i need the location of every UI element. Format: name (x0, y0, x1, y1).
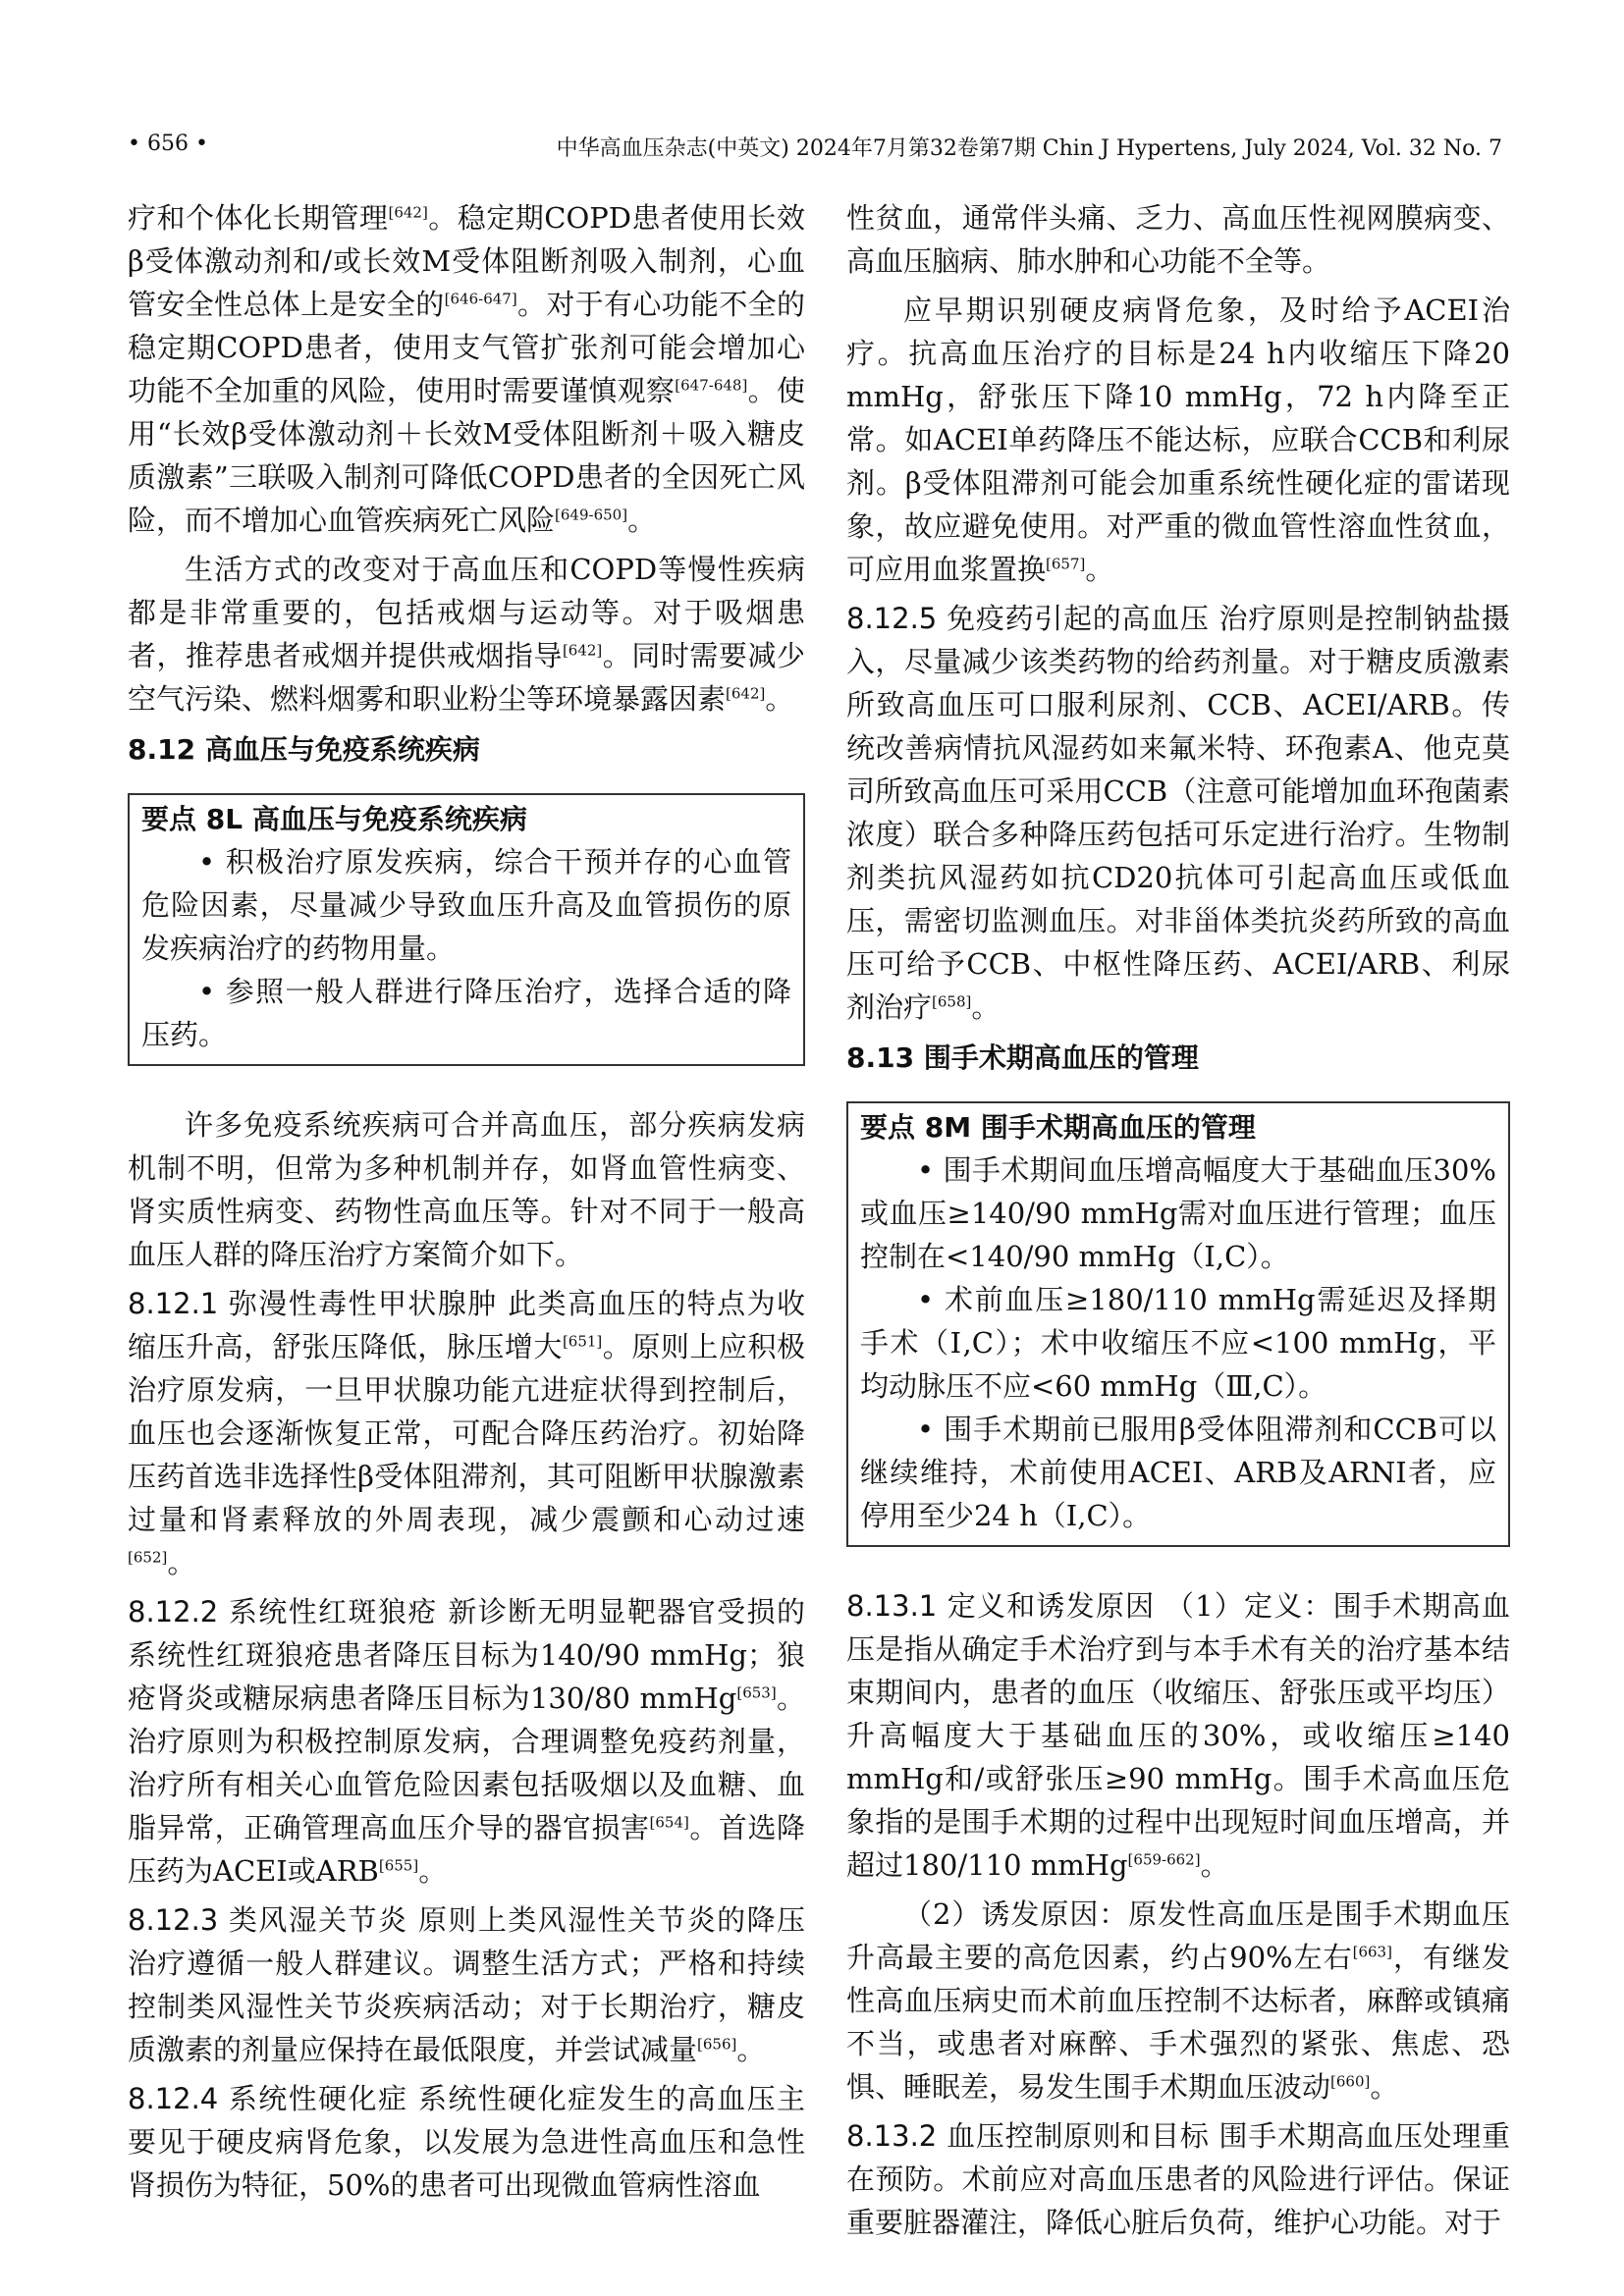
subsection-heading: 8.12.3 类风湿关节炎 (128, 1903, 408, 1937)
page-number: • 656 • (128, 132, 208, 156)
subsection-text: 原则上类风湿性关节炎的降压治疗遵循一般人群建议。调整生活方式；严格和持续控制类风湿性关节炎疾病活动；对于长期治疗，糖皮质激素的剂量应保持在最低限度，并尝试减量[656]。 (128, 1903, 805, 2066)
subsection-text: 系统性硬化症发生的高血压主要见于硬皮病肾危象，以发展为急进性高血压和急性肾损伤为特征，50%的患者可出现微血管病性溶血 (128, 2082, 805, 2202)
citation-ref: [655] (378, 1856, 419, 1875)
subsection-heading: 8.13.2 血压控制原则和目标 (846, 2119, 1210, 2153)
citation-ref: [657] (1046, 555, 1086, 573)
subsection-8-12-5 (846, 597, 1510, 1029)
subsection-text: 治疗原则是控制钠盐摄入，尽量减少该类药物的给药剂量。对于糖皮质激素所致高血压可口服利尿剂、CCB、ACEI/ARB。传统改善病情抗风湿药如来氟米特、环孢素A、他克莫司所致高血压可采用CCB（注意可能增加血环孢菌素浓度）联合多种降压药包括可乐定进行治疗。生物制剂类抗风湿药如抗CD20抗体可引起高血压或低血压，需密切监测血压。对非甾体类抗炎药所致的高血压可给予CCB、中枢性降压药、ACEI/ARB、利尿剂治疗[658]。 (846, 602, 1510, 1024)
subsection-text: （1）定义：围手术期高血压是指从确定手术治疗到与本手术有关的治疗基本结束期间内，患者的血压（收缩压、舒张压或平均压）升高幅度大于基础血压的30%，或收缩压≥140 mmHg和/或舒张压≥90 mmHg。围手术高血压危象指的是围手术期的过程中出现短时间血压增高，并超过180/110 mmHg[659-662]。 (846, 1589, 1510, 1882)
paragraph: 许多免疫系统疾病可合并高血压，部分疾病发病机制不明，但常为多种机制并存，如肾血管性病变、肾实质性病变、药物性高血压等。针对不同于一般高血压人群的降压治疗方案简介如下。 (128, 1108, 805, 1271)
paragraph: （2）诱发原因：原发性高血压是围手术期血压升高最主要的高危因素，约占90%左右[663]，有继发性高血压病史而术前血压控制不达标者，麻醉或镇痛不当，或患者对麻醉、手术强烈的紧张、焦虑、恐惧、睡眠差，易发生围手术期血压波动[660]。 (846, 1897, 1510, 2104)
citation-ref: [651] (562, 1332, 603, 1351)
subsection-8-12-4 (128, 2077, 805, 2207)
subsection-heading: 8.13.1 定义和诱发原因 (846, 1589, 1156, 1623)
paragraph: 应早期识别硬皮病肾危象，及时给予ACEI治疗。抗高血压治疗的目标是24 h内收缩压下降20 mmHg，舒张压下降10 mmHg，72 h内降至正常。如ACEI单药降压不能达标，应联合CCB和利尿剂。β受体阻滞剂可能会加重系统性硬化症的雷诺现象，故应避免使用。对严重的微血管性溶血性贫血，可应用血浆置换[657]。 (846, 294, 1510, 586)
subsection-text: 新诊断无明显靶器官受损的系统性红斑狼疮患者降压目标为140/90 mmHg；狼疮肾炎或糖尿病患者降压目标为130/80 mmHg[653]。治疗原则为积极控制原发病，合理调整免疫药剂量，治疗所有相关心血管危险因素包括吸烟以及血糖、血脂异常，正确管理高血压介导的器官损害[654]。首选降压药为ACEI或ARB[655]。 (128, 1595, 805, 1888)
left-column (128, 196, 805, 2213)
citation-ref: [652] (128, 1548, 168, 1567)
box-title: 要点 8M 围手术期高血压的管理 (860, 1111, 1256, 1144)
citation-ref: [647-648] (675, 376, 748, 395)
journal-citation-line: 中华高血压杂志(中英文) 2024年7月第32卷第7期 Chin J Hypertens, July 2024, Vol. 32 No. 7 (556, 136, 1502, 161)
citation-ref: [642] (562, 641, 603, 660)
subsection-8-12-1 (128, 1282, 805, 1584)
page-header (128, 132, 1502, 167)
key-points-box-8L (128, 793, 805, 1066)
citation-ref: [659-662] (1127, 1850, 1201, 1869)
subsection-8-13-1 (846, 1584, 1510, 1887)
key-points-box-8M (846, 1101, 1510, 1547)
subsection-text: 此类高血压的特点为收缩压升高，舒张压降低，脉压增大[651]。原则上应积极治疗原发病，一旦甲状腺功能亢进症状得到控制后，血压也会逐渐恢复正常，可配合降压药治疗。初始降压药首选非选择性β受体阻滞剂，其可阻断甲状腺激素过量和肾素释放的外周表现，减少震颤和心动过速[652]。 (128, 1287, 805, 1579)
citation-ref: [654] (649, 1813, 689, 1832)
citation-ref: [660] (1330, 2072, 1371, 2091)
subsection-8-12-3 (128, 1898, 805, 2071)
box-title: 要点 8L 高血压与免疫系统疾病 (141, 803, 527, 835)
subsection-heading: 8.12.4 系统性硬化症 (128, 2082, 408, 2115)
citation-ref: [663] (1352, 1943, 1392, 1961)
subsection-text: 围手术期高血压处理重在预防。术前应对高血压患者的风险进行评估。保证重要脏器灌注，降低心脏后负荷，维护心功能。对于 (846, 2119, 1510, 2239)
section-heading-8-12: 8.12 高血压与免疫系统疾病 (128, 733, 480, 766)
right-column (846, 196, 1510, 2250)
box-bullet: • 参照一般人群进行降压治疗，选择合适的降压药。 (141, 975, 791, 1051)
subsection-heading: 8.12.2 系统性红斑狼疮 (128, 1595, 438, 1629)
citation-ref: [642] (388, 203, 428, 222)
citation-ref: [649-650] (555, 506, 628, 524)
box-bullet: • 积极治疗原发疾病，综合干预并存的心血管危险因素，尽量减少导致血压升高及血管损伤的原发疾病治疗的药物用量。 (141, 845, 791, 965)
box-bullet: • 围手术期前已服用β受体阻滞剂和CCB可以继续维持，术前使用ACEI、ARB及ARNI者，应停用至少24 h（Ⅰ,C）。 (860, 1413, 1496, 1532)
paragraph: 疗和个体化长期管理[642]。稳定期COPD患者使用长效β受体激动剂和/或长效M受体阻断剂吸入制剂，心血管安全性总体上是安全的[646-647]。对于有心功能不全的稳定期COPD患者，使用支气管扩张剂可能会增加心功能不全加重的风险，使用时需要谨慎观察[647-648]。使用“长效β受体激动剂＋长效M受体阻断剂＋吸入糖皮质激素”三联吸入制剂可降低COPD患者的全因死亡风险，而不增加心血管疾病死亡风险[649-650]。 (128, 201, 805, 537)
paragraph: 生活方式的改变对于高血压和COPD等慢性疾病都是非常重要的，包括戒烟与运动等。对于吸烟患者，推荐患者戒烟并提供戒烟指导[642]。同时需要减少空气污染、燃料烟雾和职业粉尘等环境暴露因素[642]。 (128, 553, 805, 716)
box-bullet: • 术前血压≥180/110 mmHg需延迟及择期手术（Ⅰ,C）；术中收缩压不应<100 mmHg，平均动脉压不应<60 mmHg（Ⅲ,C）。 (860, 1283, 1496, 1403)
citation-ref: [658] (932, 992, 972, 1011)
citation-ref: [656] (697, 2035, 737, 2054)
citation-ref: [646-647] (444, 290, 517, 308)
citation-ref: [653] (736, 1683, 777, 1702)
paragraph: 性贫血，通常伴头痛、乏力、高血压性视网膜病变、高血压脑病、肺水肿和心功能不全等。 (846, 201, 1510, 278)
box-bullet: • 围手术期间血压增高幅度大于基础血压30%或血压≥140/90 mmHg需对血压进行管理；血压控制在<140/90 mmHg（Ⅰ,C）。 (860, 1153, 1496, 1273)
subsection-8-12-2 (128, 1590, 805, 1893)
subsection-heading: 8.12.5 免疫药引起的高血压 (846, 602, 1210, 635)
section-heading-8-13: 8.13 围手术期高血压的管理 (846, 1041, 1199, 1074)
citation-ref: [642] (726, 684, 766, 703)
subsection-heading: 8.12.1 弥漫性毒性甲状腺肿 (128, 1287, 498, 1320)
subsection-8-13-2 (846, 2114, 1510, 2244)
